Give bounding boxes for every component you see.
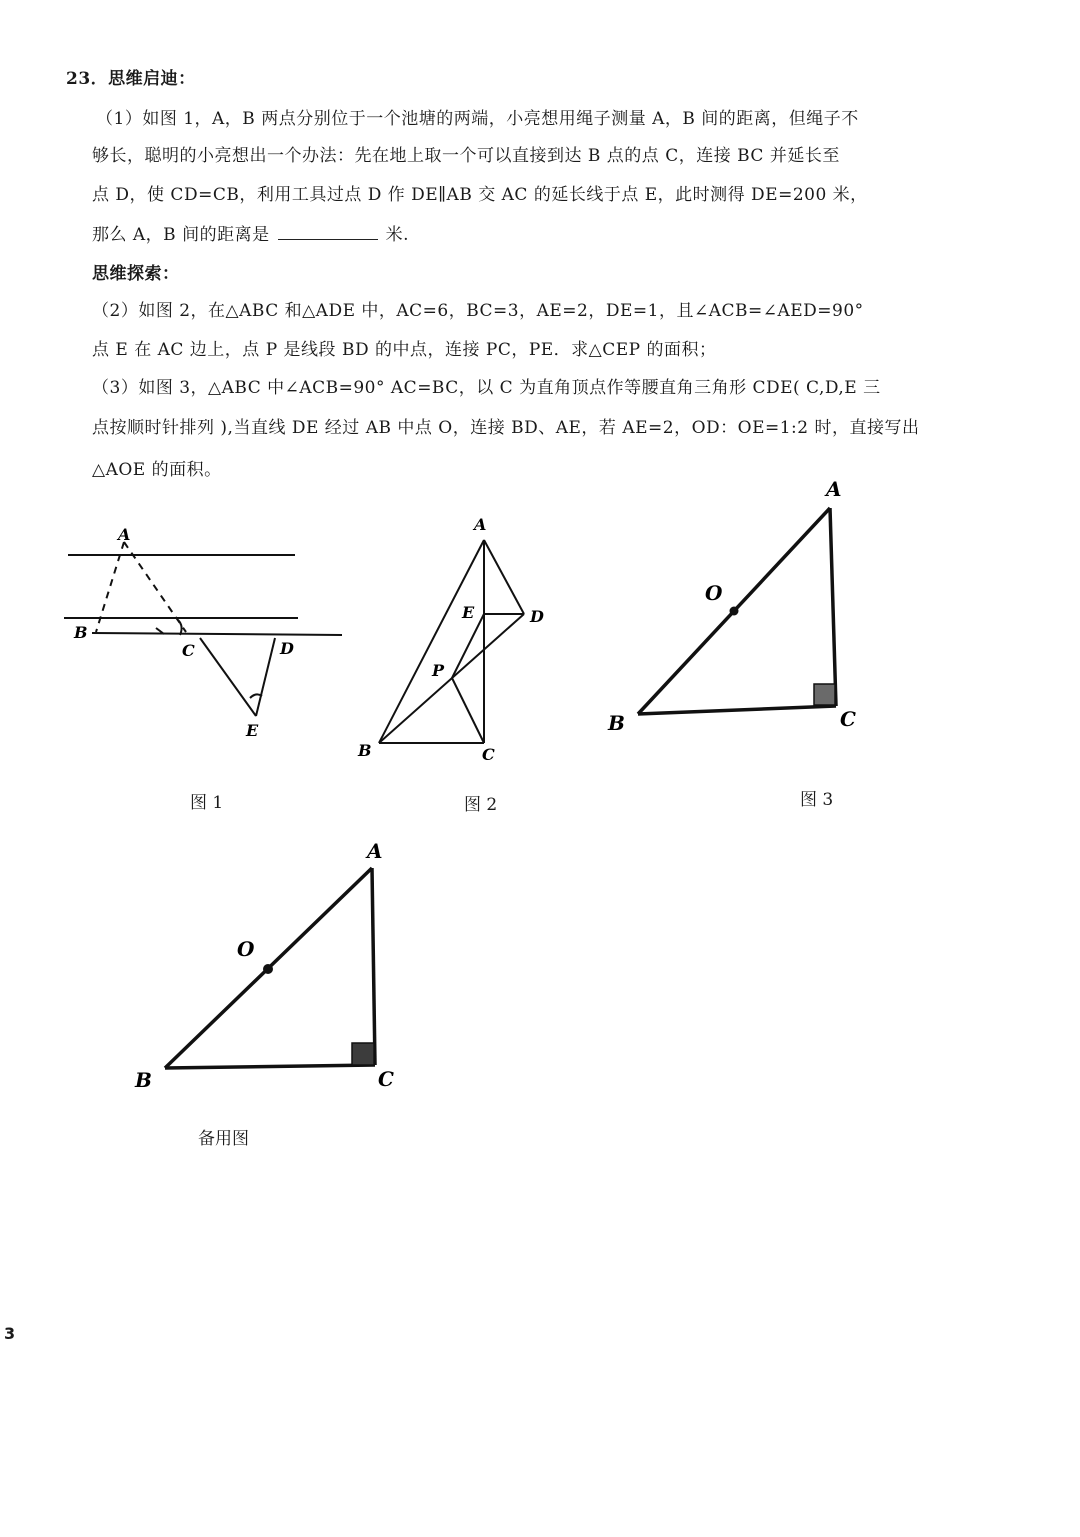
part1-line1: （1）如图 1，A，B 两点分别位于一个池塘的两端，小亮想用绳子测量 A，B 间的距离，但绳子不 [96,109,859,129]
fig3-label-c: C [840,707,856,731]
spare-label-o: O [237,937,255,961]
spare-right-angle-mark [352,1043,374,1065]
part1-line4 [92,220,409,245]
fig3-segment-ac [830,508,836,706]
part1-question: 那么 A，B 间的距离是 [92,225,270,245]
part2-line2: 点 E 在 AC 边上，点 P 是线段 BD 的中点，连接 PC，PE．求△CEP 的面积； [92,340,717,360]
fig2-segment-pe [452,614,484,678]
fig2-caption: 图 2 [464,795,498,815]
fig3-midpoint-o [730,607,739,616]
spare-midpoint-o [263,964,273,974]
fig3-segment-bc [638,706,836,714]
part3-line2: 点按顺时针排列 ),当直线 DE 经过 AB 中点 O，连接 BD、AE，若 AE=2，OD：OE=1:2 时，直接写出 [92,418,920,438]
spare-caption: 备用图 [198,1129,249,1149]
fig3-caption: 图 3 [800,790,834,810]
figure-1 [60,520,360,750]
fig2-label-e: E [462,603,475,622]
part1-unit: 米. [385,225,409,245]
explore-heading: 思维探索： [92,264,180,284]
spare-segment-ac [372,868,375,1065]
figure-2 [350,510,560,770]
fig2-segment-ad [484,540,524,614]
answer-blank [278,225,378,240]
fig1-label-e: E [246,721,259,740]
part3-line3: △AOE 的面积。 [92,460,222,480]
spare-segment-bc [165,1065,375,1068]
page-number: 3 [4,1324,16,1343]
fig1-label-d: D [280,639,294,658]
part3-line1: （3）如图 3，△ABC 中∠ACB=90° AC=BC，以 C 为直角顶点作等腰直角三角形 CDE( C,D,E 三 [92,378,881,398]
figure-3 [600,470,880,740]
fig3-label-o: O [705,581,723,605]
fig1-label-c: C [182,641,195,660]
fig1-caption: 图 1 [190,793,224,813]
spare-label-a: A [367,839,383,863]
spare-label-c: C [378,1067,394,1091]
fig1-segment-ce [200,638,256,716]
fig2-segment-pc [452,678,484,743]
fig3-right-angle-mark [814,684,835,705]
fig1-label-a: A [118,525,131,544]
part1-line3: 点 D，使 CD=CB，利用工具过点 D 作 DE∥AB 交 AC 的延长线于点 E，此时测得 DE=200 米， [92,185,868,205]
fig2-label-p: P [432,661,445,680]
fig3-label-b: B [608,711,625,735]
fig1-segment-de [256,638,275,716]
problem-heading: 23．思维启迪： [66,69,196,89]
fig2-label-a: A [474,515,487,534]
fig2-label-d: D [530,607,544,626]
fig2-label-c: C [482,745,495,764]
fig1-label-b: B [74,623,88,642]
part1-line2: 够长，聪明的小亮想出一个办法：先在地上取一个可以直接到达 B 点的点 C，连接 BC 并延长至 [92,146,840,166]
spare-figure [125,830,415,1100]
part2-line1: （2）如图 2，在△ABC 和△ADE 中，AC=6，BC=3，AE=2，DE=1，且∠ACB=∠AED=90° [92,301,864,321]
fig3-label-a: A [826,477,842,501]
spare-label-b: B [135,1068,152,1092]
fig1-line-bd [92,633,342,635]
fig2-label-b: B [358,741,372,760]
